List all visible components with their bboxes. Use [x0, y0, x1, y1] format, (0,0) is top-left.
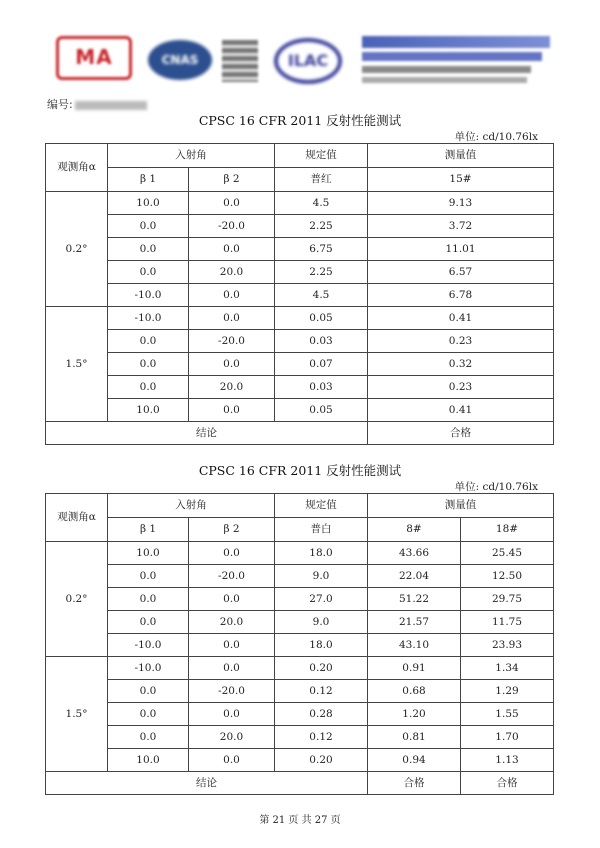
- measured-cell: 0.41: [368, 307, 554, 330]
- observation-angle-cell: 1.5°: [46, 307, 108, 422]
- spec-cell: 9.0: [275, 565, 368, 588]
- beta2-cell: 0.0: [189, 542, 275, 565]
- beta1-cell: 0.0: [108, 726, 189, 749]
- report-number-redacted: [75, 101, 147, 110]
- beta2-cell: 0.0: [189, 749, 275, 772]
- measured-cell: 0.91: [368, 657, 461, 680]
- table-row: [46, 749, 554, 772]
- beta2-cell: 0.0: [189, 353, 275, 376]
- incidence-angle-header: 入射角: [108, 494, 275, 518]
- beta2-cell: 0.0: [189, 238, 275, 261]
- measured-value-header: 测量值: [368, 144, 554, 168]
- observation-angle-cell: 0.2°: [46, 542, 108, 657]
- conclusion-row: [46, 772, 554, 795]
- beta2-cell: 0.0: [189, 307, 275, 330]
- spec-cell: 6.75: [275, 238, 368, 261]
- beta1-cell: 0.0: [108, 353, 189, 376]
- sample-header: 15#: [368, 168, 554, 192]
- beta2-cell: -20.0: [189, 330, 275, 353]
- sample-header: 18#: [461, 518, 554, 542]
- measured-cell: 0.41: [368, 399, 554, 422]
- measured-cell: 21.57: [368, 611, 461, 634]
- beta1-cell: 0.0: [108, 680, 189, 703]
- table-subheader-row: [46, 518, 554, 542]
- conclusion-label: 结论: [46, 772, 368, 795]
- measured-cell: 1.70: [461, 726, 554, 749]
- beta2-cell: 0.0: [189, 657, 275, 680]
- specified-value-header: 规定值: [275, 144, 368, 168]
- beta1-cell: -10.0: [108, 307, 189, 330]
- beta2-cell: -20.0: [189, 215, 275, 238]
- measured-value-header: 测量值: [368, 494, 554, 518]
- lab-name-logo: [362, 36, 550, 84]
- beta2-cell: 0.0: [189, 399, 275, 422]
- spec-cell: 27.0: [275, 588, 368, 611]
- specified-value-header: 规定值: [275, 494, 368, 518]
- spec-cell: 0.20: [275, 657, 368, 680]
- measured-cell: 11.75: [461, 611, 554, 634]
- observation-angle-cell: 1.5°: [46, 657, 108, 772]
- beta1-cell: -10.0: [108, 657, 189, 680]
- page-footer: 第 21 页 共 27 页: [259, 815, 341, 826]
- measured-cell: 0.94: [368, 749, 461, 772]
- spec-color-header: 普白: [275, 518, 368, 542]
- measured-cell: 1.55: [461, 703, 554, 726]
- spec-cell: 4.5: [275, 192, 368, 215]
- beta2-header: β 2: [189, 518, 275, 542]
- measured-cell: 1.29: [461, 680, 554, 703]
- table-row: [46, 588, 554, 611]
- spec-cell: 0.28: [275, 703, 368, 726]
- ilac-logo: ILAC: [274, 38, 342, 84]
- incidence-angle-header: 入射角: [108, 144, 275, 168]
- spec-cell: 0.07: [275, 353, 368, 376]
- conclusion-cell: 合格: [368, 772, 461, 795]
- measured-cell: 0.81: [368, 726, 461, 749]
- measured-cell: 29.75: [461, 588, 554, 611]
- table-row: [46, 215, 554, 238]
- spec-cell: 18.0: [275, 542, 368, 565]
- beta1-cell: 0.0: [108, 238, 189, 261]
- table-row: [46, 261, 554, 284]
- observation-angle-header: 观测角α: [46, 144, 108, 192]
- beta1-header: β 1: [108, 518, 189, 542]
- spec-cell: 0.03: [275, 330, 368, 353]
- beta2-cell: 0.0: [189, 192, 275, 215]
- measured-cell: 0.23: [368, 376, 554, 399]
- reflectivity-table-2: [45, 493, 554, 795]
- measured-cell: 1.20: [368, 703, 461, 726]
- beta1-cell: 0.0: [108, 703, 189, 726]
- table-row: [46, 353, 554, 376]
- measured-cell: 6.57: [368, 261, 554, 284]
- spec-cell: 2.25: [275, 215, 368, 238]
- spec-cell: 0.05: [275, 399, 368, 422]
- table-row: [46, 542, 554, 565]
- beta2-cell: 0.0: [189, 284, 275, 307]
- table-subheader-row: [46, 168, 554, 192]
- measured-cell: 43.66: [368, 542, 461, 565]
- beta1-cell: 0.0: [108, 261, 189, 284]
- beta1-cell: -10.0: [108, 634, 189, 657]
- observation-angle-cell: 0.2°: [46, 192, 108, 307]
- beta1-header: β 1: [108, 168, 189, 192]
- beta2-cell: 20.0: [189, 376, 275, 399]
- beta1-cell: 0.0: [108, 330, 189, 353]
- table-row: [46, 611, 554, 634]
- beta2-cell: 20.0: [189, 261, 275, 284]
- beta2-cell: -20.0: [189, 565, 275, 588]
- cma-logo: MA: [56, 36, 132, 80]
- table-row: [46, 376, 554, 399]
- report-number-label: 编号:: [47, 98, 73, 111]
- conclusion-cell: 合格: [461, 772, 554, 795]
- table-row: [46, 703, 554, 726]
- sample-header: 8#: [368, 518, 461, 542]
- beta1-cell: 0.0: [108, 565, 189, 588]
- beta2-cell: -20.0: [189, 680, 275, 703]
- beta2-cell: 0.0: [189, 588, 275, 611]
- beta1-cell: 10.0: [108, 399, 189, 422]
- reflectivity-table-1: [45, 143, 554, 445]
- spec-cell: 0.12: [275, 680, 368, 703]
- spec-cell: 0.12: [275, 726, 368, 749]
- spec-cell: 2.25: [275, 261, 368, 284]
- beta2-cell: 20.0: [189, 611, 275, 634]
- table-row: [46, 634, 554, 657]
- conclusion-label: 结论: [46, 422, 368, 445]
- beta1-cell: 10.0: [108, 749, 189, 772]
- table-row: [46, 726, 554, 749]
- beta1-cell: 0.0: [108, 611, 189, 634]
- table-row: [46, 238, 554, 261]
- measured-cell: 0.68: [368, 680, 461, 703]
- measured-cell: 6.78: [368, 284, 554, 307]
- measured-cell: 1.13: [461, 749, 554, 772]
- beta1-cell: 10.0: [108, 192, 189, 215]
- spec-cell: 0.20: [275, 749, 368, 772]
- table-row: [46, 330, 554, 353]
- table-2-title: CPSC 16 CFR 2011 反射性能测试: [198, 463, 402, 478]
- measured-cell: 25.45: [461, 542, 554, 565]
- beta1-cell: 0.0: [108, 588, 189, 611]
- measured-cell: 22.04: [368, 565, 461, 588]
- report-number: [47, 96, 147, 112]
- beta2-header: β 2: [189, 168, 275, 192]
- measured-cell: 0.32: [368, 353, 554, 376]
- table-row: [46, 680, 554, 703]
- spec-color-header: 普红: [275, 168, 368, 192]
- beta2-cell: 0.0: [189, 703, 275, 726]
- table-1-title: CPSC 16 CFR 2011 反射性能测试: [198, 113, 402, 128]
- spec-cell: 9.0: [275, 611, 368, 634]
- spec-cell: 18.0: [275, 634, 368, 657]
- measured-cell: 3.72: [368, 215, 554, 238]
- beta1-cell: -10.0: [108, 284, 189, 307]
- measured-cell: 23.93: [461, 634, 554, 657]
- table-1-unit: 单位: cd/10.76lx: [454, 131, 538, 143]
- table-header-row: [46, 494, 554, 518]
- beta1-cell: 10.0: [108, 542, 189, 565]
- table-row: [46, 399, 554, 422]
- table-row: [46, 657, 554, 680]
- observation-angle-header: 观测角α: [46, 494, 108, 542]
- beta2-cell: 0.0: [189, 634, 275, 657]
- spec-cell: 4.5: [275, 284, 368, 307]
- measured-cell: 1.34: [461, 657, 554, 680]
- conclusion-row: [46, 422, 554, 445]
- spec-cell: 0.03: [275, 376, 368, 399]
- beta2-cell: 20.0: [189, 726, 275, 749]
- measured-cell: 11.01: [368, 238, 554, 261]
- table-2-unit: 单位: cd/10.76lx: [454, 481, 538, 493]
- table-row: [46, 192, 554, 215]
- table-header-row: [46, 144, 554, 168]
- measured-cell: 0.23: [368, 330, 554, 353]
- measured-cell: 43.10: [368, 634, 461, 657]
- measured-cell: 12.50: [461, 565, 554, 588]
- header-logos: [46, 32, 556, 94]
- measured-cell: 51.22: [368, 588, 461, 611]
- beta1-cell: 0.0: [108, 215, 189, 238]
- table-row: [46, 565, 554, 588]
- certification-mark-logo: [222, 40, 258, 82]
- beta1-cell: 0.0: [108, 376, 189, 399]
- cnas-logo: CNAS: [148, 40, 212, 80]
- measured-cell: 9.13: [368, 192, 554, 215]
- table-row: [46, 307, 554, 330]
- table-row: [46, 284, 554, 307]
- spec-cell: 0.05: [275, 307, 368, 330]
- conclusion-cell: 合格: [368, 422, 554, 445]
